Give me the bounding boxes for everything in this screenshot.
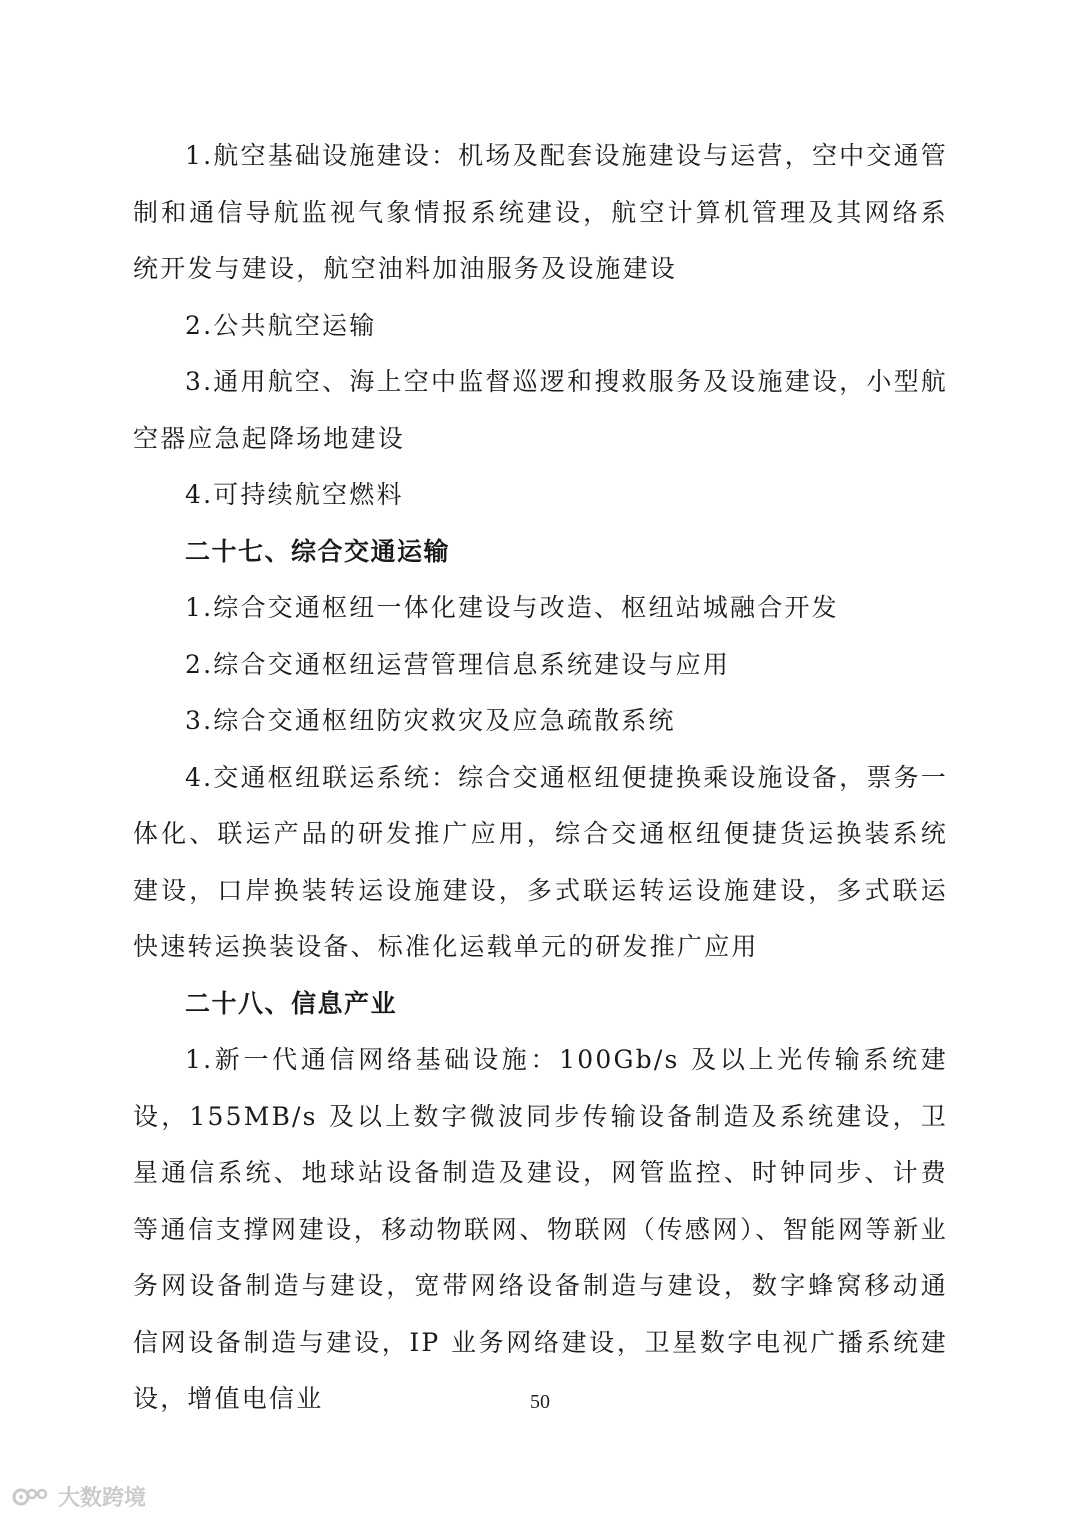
paragraph-aviation-infrastructure: 1.航空基础设施建设：机场及配套设施建设与运营，空中交通管制和通信导航监视气象情报系统建设，航空计算机管理及其网络系统开发与建设，航空油料加油服务及设施建设: [133, 141, 948, 283]
paragraph-public-air-transport: 2.公共航空运输: [185, 310, 377, 340]
paragraph-sustainable-fuel: 4.可持续航空燃料: [185, 480, 404, 509]
paragraph-next-gen-network: 1.新一代通信网络基础设施：100Gb/s 及以上光传输系统建设，155MB/s 及以上数字微波同步传输设备制造及系统建设，卫星通信系统、地球站设备制造及建设，网管监控、时钟同步、计费等通信支撑网建设，移动物联网、物联网（传感网）、智能网等新业务网设备制造与建设，宽带网络设备制造与建设，数字蜂窝移动通信网设备制造与建设，IP 业务网络建设，卫星数字电视广播系统建设，增值电信业: [133, 1045, 948, 1413]
page-number: 50: [530, 1391, 550, 1413]
section-heading-information-industry: 二十八、信息产业: [185, 988, 398, 1018]
paragraph-general-aviation: 3.通用航空、海上空中监督巡逻和搜救服务及设施建设，小型航空器应急起降场地建设: [133, 367, 948, 453]
paragraph-hub-disaster-prevention: 3.综合交通枢纽防灾救灾及应急疏散系统: [185, 706, 676, 735]
document-body: [133, 128, 948, 1428]
watermark-text: 大数跨境: [58, 1486, 147, 1511]
paragraph-hub-intermodal-system: 4.交通枢纽联运系统：综合交通枢纽便捷换乘设施设备，票务一体化、联运产品的研发推广应用，综合交通枢纽便捷货运换装系统建设，口岸换装转运设施建设，多式联运转运设施建设，多式联运快速转运换装设备、标准化运载单元的研发推广应用: [133, 762, 948, 961]
paragraph-hub-management-system: 2.综合交通枢纽运营管理信息系统建设与应用: [185, 649, 731, 679]
paragraph-hub-integration: 1.综合交通枢纽一体化建设与改造、枢纽站城融合开发: [185, 593, 839, 622]
dashuju-logo-icon: [12, 1484, 52, 1510]
watermark: [12, 1481, 146, 1512]
section-heading-integrated-transport: 二十七、综合交通运输: [185, 536, 451, 566]
